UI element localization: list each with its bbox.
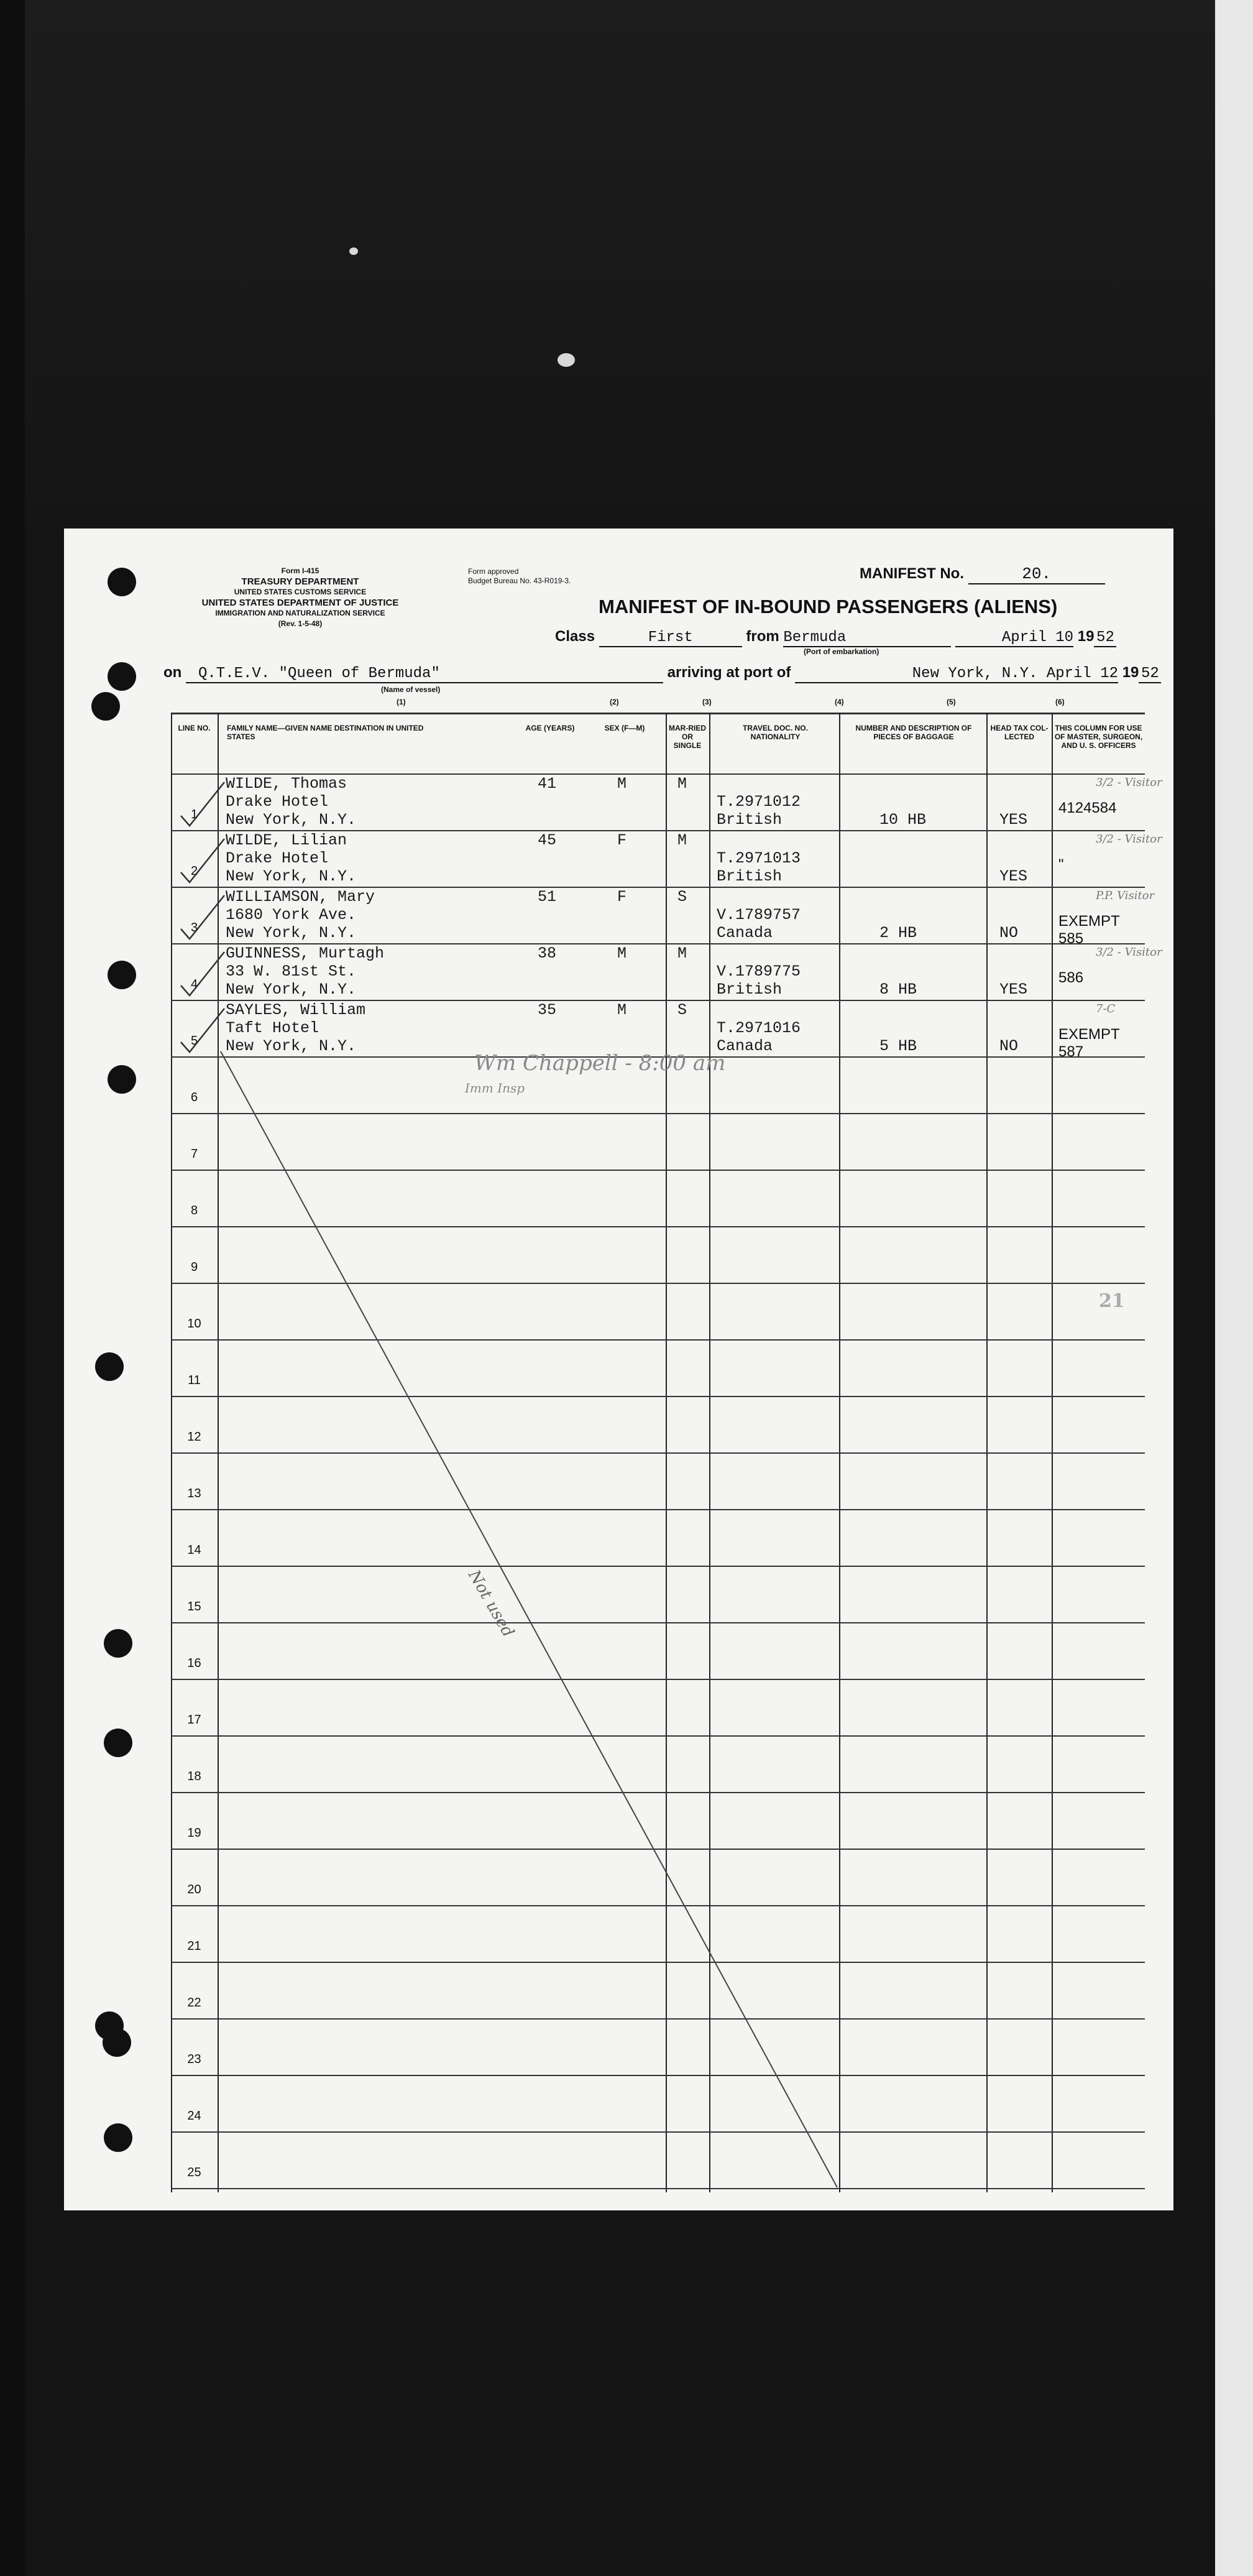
punch-hole [108,961,136,989]
col-num-3: (3) [702,698,712,706]
line-number: 1 [190,808,198,821]
class-label: Class [555,628,595,645]
arriving-label: arriving at port of [667,664,791,681]
passenger-name-address: WILDE, Lilian Drake Hotel New York, N.Y. [226,831,357,885]
manifest-number-value: 20. [968,565,1105,584]
passenger-travel-doc: T.2971016 Canada [717,1019,801,1055]
passenger-age: 41 [538,775,557,793]
officer-entry: EXEMPT 587 [1058,1026,1120,1060]
form-number: Form I-415 [281,566,319,575]
passenger-marital-status: M [677,775,687,793]
line-number: 15 [187,1600,201,1613]
officer-handwritten-note: 3/2 - Visitor [1096,776,1162,789]
col-header-age: AGE (YEARS) [525,724,575,732]
vessel-name: Q.T.E.V. "Queen of Bermuda" [186,665,663,683]
line-number: 25 [187,2166,201,2179]
passenger-marital-status: S [677,1001,687,1019]
punch-hole [108,568,136,596]
dept-treasury: TREASURY DEPARTMENT [241,576,359,587]
line-number: 24 [187,2109,201,2123]
passenger-travel-doc: T.2971012 British [717,793,801,829]
passenger-sex: M [617,944,627,963]
passenger-name-address: WILLIAMSON, Mary 1680 York Ave. New York, N.Y. [226,888,375,942]
port-embarkation-caption: (Port of embarkation) [804,647,879,656]
passenger-head-tax: YES [999,811,1028,829]
line-number: 16 [187,1656,201,1670]
col-header-officers: THIS COLUMN FOR USE OF MASTER, SURGEON, AND U. S. OFFICERS [1054,724,1143,750]
col-header-name: FAMILY NAME—GIVEN NAME DESTINATION IN UNITED STATES [227,724,424,741]
margin-number: 21 [1099,1290,1125,1312]
line-number: 3 [190,921,198,935]
arrival-port-date: New York, N.Y. April 12 [795,665,1118,683]
class-value: First [599,629,742,647]
line-number: 8 [190,1204,198,1217]
dept-ins: IMMIGRATION AND NATURALIZATION SERVICE [215,609,385,617]
officer-entry: 586 [1058,969,1084,986]
col-num-1: (1) [397,698,406,706]
passenger-sex: F [617,888,627,906]
passenger-age: 35 [538,1001,557,1019]
col-header-baggage: NUMBER AND DESCRIPTION OF PIECES OF BAGGAGE [855,724,972,741]
punch-hole [91,692,120,721]
passenger-travel-doc: V.1789775 British [717,963,801,999]
budget-bureau: Budget Bureau No. 43-R019-3. [468,576,571,585]
film-edge-left [0,0,25,2576]
officer-handwritten-note: P.P. Visitor [1096,889,1155,902]
passenger-head-tax: YES [999,981,1028,999]
line-number: 23 [187,2052,201,2066]
passenger-age: 45 [538,831,557,849]
scan-speck [558,353,575,367]
agency-block [157,566,443,629]
passenger-baggage: 8 HB [879,981,917,999]
passenger-sex: M [617,1001,627,1019]
punch-hole [104,1629,132,1658]
passenger-sex: M [617,775,627,793]
line-number: 13 [187,1487,201,1500]
budget-block [468,567,571,586]
officer-handwritten-note: 7-C [1096,1002,1116,1015]
punch-hole [108,1065,136,1094]
line-number: 14 [187,1543,201,1557]
col-header-married: MAR-RIED OR SINGLE [669,724,706,750]
not-used-note: Not used [464,1567,518,1641]
col-header-line: LINE NO. [178,724,211,732]
passenger-travel-doc: T.2971013 British [717,849,801,885]
officer-entry: EXEMPT 585 [1058,913,1120,947]
dept-justice: UNITED STATES DEPARTMENT OF JUSTICE [201,598,399,608]
line-number: 10 [187,1317,201,1331]
passenger-age: 51 [538,888,557,906]
passenger-marital-status: S [677,888,687,906]
col-header-sex: SEX (F—M) [604,724,645,732]
punch-hole [104,2123,132,2152]
line-number: 20 [187,1883,201,1896]
form-approved: Form approved [468,567,519,576]
year-prefix: 19 [1077,628,1095,645]
line-number: 19 [187,1826,201,1840]
arrival-year: 52 [1139,665,1161,683]
manifest-number-label: MANIFEST No. [860,565,964,582]
line-number: 6 [190,1091,198,1104]
line-number: 9 [190,1260,198,1274]
line-number: 11 [188,1373,201,1387]
passenger-baggage: 10 HB [879,811,927,829]
line-number: 4 [190,977,198,991]
officer-handwritten-note: 3/2 - Visitor [1096,946,1162,959]
col-num-4: (4) [835,698,844,706]
passenger-marital-status: M [677,831,687,849]
passenger-head-tax: NO [999,924,1019,942]
line-number: 17 [187,1713,201,1727]
col-header-headtax: HEAD TAX COL-LECTED [990,724,1049,741]
year-prefix-2: 19 [1122,664,1139,681]
passenger-name-address: WILDE, Thomas Drake Hotel New York, N.Y. [226,775,357,829]
line-number: 2 [190,864,198,878]
inspector-signature: Wm Chappell - 8:00 am [474,1051,726,1076]
from-label: from [746,628,779,645]
passenger-sex: F [617,831,627,849]
col-num-5: (5) [947,698,956,706]
inspector-title: Imm Insp [465,1081,525,1096]
punch-hole [95,1352,124,1381]
page-title: MANIFEST OF IN-BOUND PASSENGERS (ALIENS) [599,596,1058,617]
passenger-age: 38 [538,944,557,963]
scan-speck [349,247,358,255]
line-number: 18 [187,1770,201,1783]
form-revision: (Rev. 1-5-48) [278,619,323,628]
line-number: 7 [190,1147,198,1161]
dept-customs: UNITED STATES CUSTOMS SERVICE [234,588,367,596]
passenger-head-tax: YES [999,867,1028,885]
officer-entry: " [1058,856,1064,873]
col-header-travel: TRAVEL DOC. NO. NATIONALITY [743,724,808,741]
passenger-table [171,713,1162,2192]
line-number: 5 [190,1034,198,1048]
line-number: 21 [187,1939,201,1953]
punch-hole [108,662,136,691]
punch-hole [103,2028,131,2057]
on-label: on [163,664,182,681]
port-embarkation: Bermuda [783,629,951,647]
col-num-2: (2) [610,698,619,706]
manifest-page [64,529,1173,2210]
vessel-caption: (Name of vessel) [381,685,441,694]
passenger-head-tax: NO [999,1037,1019,1055]
manifest-number [860,565,1105,584]
punch-hole [104,1729,132,1757]
departure-year: 52 [1094,629,1116,647]
line-number: 22 [187,1996,201,2010]
passenger-marital-status: M [677,944,687,963]
line-number: 12 [187,1430,201,1444]
departure-date: April 10 [955,629,1073,647]
passenger-name-address: SAYLES, William Taft Hotel New York, N.Y. [226,1001,366,1055]
passenger-travel-doc: V.1789757 Canada [717,906,801,942]
officer-handwritten-note: 3/2 - Visitor [1096,833,1162,846]
col-num-6: (6) [1055,698,1065,706]
vessel-row [163,664,1161,683]
passenger-baggage: 2 HB [879,924,917,942]
passenger-baggage: 5 HB [879,1037,917,1055]
scan-background [0,0,1253,529]
officer-entry: 4124584 [1058,800,1117,816]
not-used-strike-line [171,713,1145,2192]
class-row [555,628,1116,647]
film-edge-right [1215,0,1253,2576]
passenger-name-address: GUINNESS, Murtagh 33 W. 81st St. New York, N.Y. [226,944,385,999]
